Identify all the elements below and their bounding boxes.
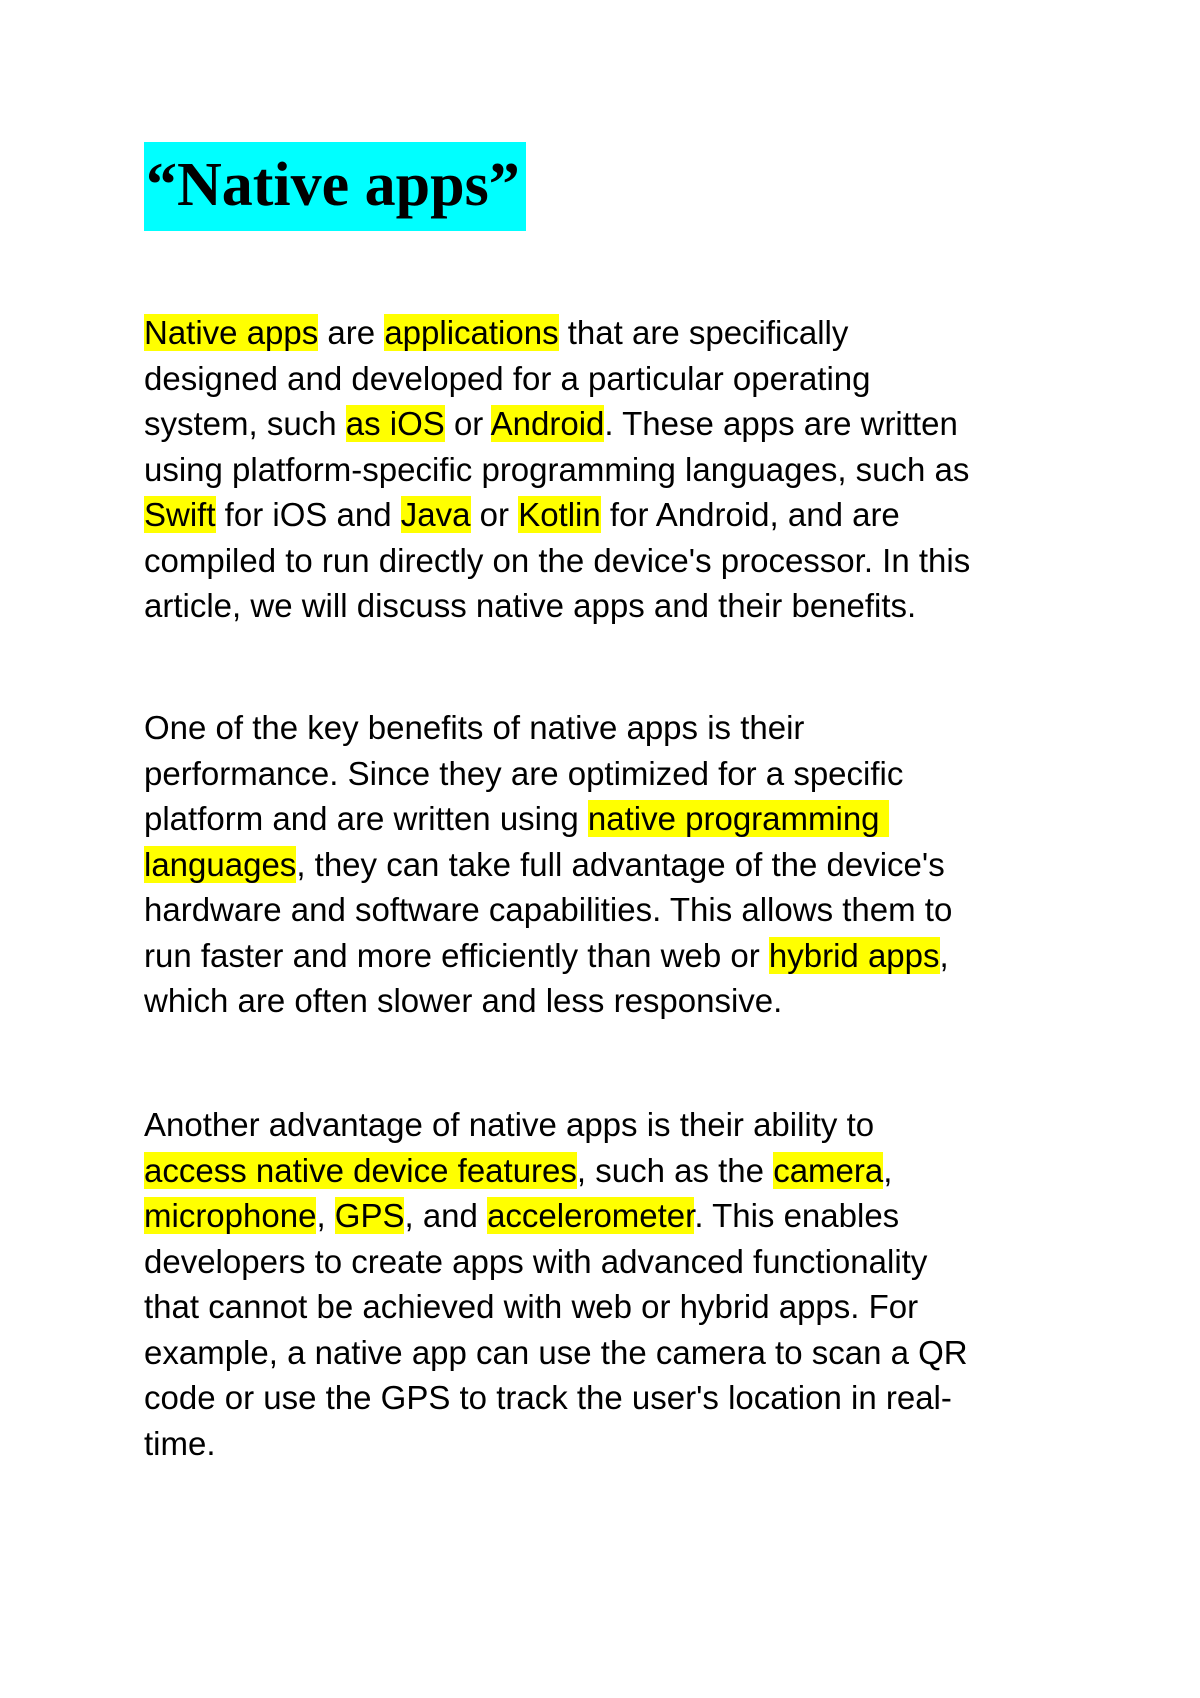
text-run: example, a native app can use the camera to scan a QR [144,1333,968,1371]
text-run: , and [404,1197,488,1234]
text-line [144,583,1104,629]
highlighted-text: Native apps [144,314,319,351]
text-run: developers to create apps with advanced functionality [144,1242,928,1280]
paragraph-1 [144,310,1104,629]
text-run: run faster and more efficiently than web or [144,936,769,974]
highlighted-text: camera [773,1151,884,1189]
text-line [144,705,1104,751]
text-run: system, such [144,405,346,442]
highlighted-text: applications [384,314,559,351]
highlighted-text: microphone [144,1197,317,1234]
text-line [144,492,1104,538]
highlighted-text: hybrid apps [768,936,940,974]
text-run: article, we will discuss native apps and their benefits. [144,587,917,624]
text-line [144,1375,1104,1421]
text-run: , [939,936,949,974]
text-line [144,1330,1104,1376]
text-run: time. [144,1424,216,1462]
text-line [144,1239,1104,1285]
text-run: compiled to run directly on the device's processor. In this [144,541,971,579]
text-line [144,978,1104,1024]
text-line [144,796,1104,842]
highlighted-text: native programming [587,800,889,837]
text-run: One of the key benefits of native apps is their [144,709,805,746]
text-run: are [318,314,385,351]
text-run: , [316,1197,335,1234]
text-line [144,1284,1104,1330]
text-line [144,887,1104,933]
text-line [144,401,1104,447]
text-run: , such as the [576,1151,774,1189]
text-line [144,1421,1104,1467]
highlighted-text: access native device features [144,1151,577,1189]
text-line [144,1193,1104,1239]
text-run: platform and are written using [144,800,588,837]
text-run: or [470,496,519,533]
text-line [144,933,1104,979]
text-run: that cannot be achieved with web or hybrid apps. For [144,1288,919,1325]
text-run: . These apps are written [604,405,958,442]
text-run: for iOS and [215,496,401,533]
paragraph-2 [144,705,1104,1024]
text-line [144,1102,1104,1148]
text-line [144,356,1104,402]
highlighted-text: accelerometer [487,1197,695,1234]
highlighted-text: Java [400,496,471,533]
text-run: hardware and software capabilities. This allows them to [144,891,953,928]
text-line [144,538,1104,584]
paragraph-3 [144,1102,1104,1466]
text-run: designed and developed for a particular operating [144,359,871,397]
text-run: which are often slower and less responsive. [144,982,783,1019]
text-run: for Android, and are [600,496,900,533]
highlighted-text: GPS [334,1197,405,1234]
highlighted-text: as iOS [345,405,445,442]
text-run: . This enables [694,1197,900,1234]
text-run: , they can take full advantage of the device's [296,845,945,883]
text-line [144,842,1104,888]
document-title: “Native apps” [144,142,526,231]
text-run: performance. Since they are optimized for a specific [144,754,904,792]
text-line [144,310,1104,356]
text-line [144,1148,1104,1194]
text-run: code or use the GPS to track the user's location in real- [144,1379,952,1416]
highlighted-text: Swift [144,496,216,533]
highlighted-text: Kotlin [518,496,601,533]
text-run: using platform-specific programming languages, such as [144,450,970,488]
text-line [144,751,1104,797]
text-run: or [444,405,491,442]
text-run: Another advantage of native apps is their ability to [144,1106,875,1143]
highlighted-text: Android [490,405,605,442]
highlighted-text: languages [144,845,297,883]
text-line [144,447,1104,493]
text-run: that are specifically [558,314,849,351]
text-run: , [883,1151,893,1189]
